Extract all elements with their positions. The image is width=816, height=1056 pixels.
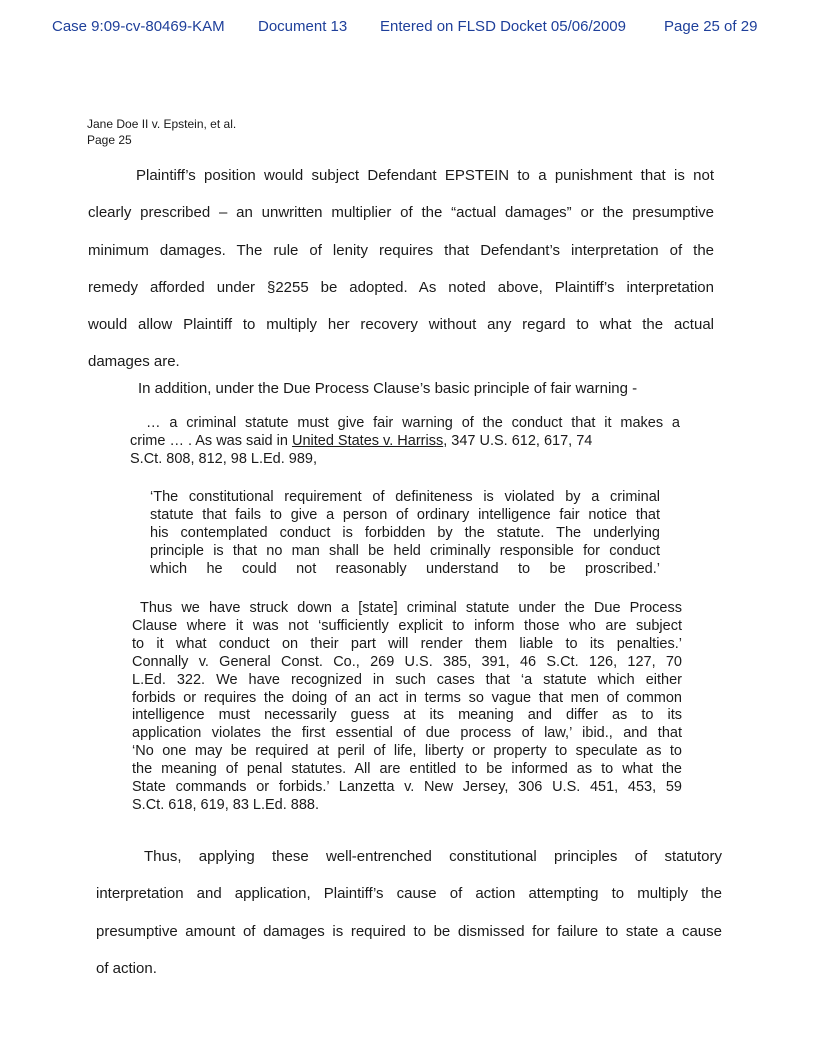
text-line: clearly prescribed – an unwritten multiplier of the “actual damages” or the presumptive: [88, 204, 714, 222]
paragraph-due-process: [138, 378, 698, 400]
text-line: In addition, under the Due Process Clause’s basic principle of fair warning -: [138, 380, 638, 397]
text-line: ‘No one may be required at peril of life, liberty or property to speculate as to: [132, 743, 682, 760]
block-quote-vagueness: [132, 600, 682, 815]
text-line: … a criminal statute must give fair warning of the conduct that it makes a: [146, 415, 680, 431]
text-line: would allow Plaintiff to multiply her recovery without any regard to what the actual: [88, 316, 714, 334]
docket-header-stamp: [0, 18, 816, 38]
docket-entry-date: Entered on FLSD Docket 05/06/2009: [380, 18, 626, 35]
text-line: Plaintiff’s position would subject Defendant EPSTEIN to a punishment that is not: [136, 167, 714, 184]
block-quote-fair-warning: [130, 414, 680, 468]
block-quote-definiteness: [150, 488, 660, 578]
text-line: [130, 432, 680, 450]
text-line: statute that fails to give a person of ordinary intelligence fair notice that: [150, 507, 660, 523]
text-line: State commands or forbids.’ Lanzetta v. New Jersey, 306 U.S. 451, 453, 59: [132, 779, 682, 796]
text-line: of action.: [96, 959, 157, 977]
text-line: presumptive amount of damages is required to be dismissed for failure to state a cause: [96, 922, 722, 940]
text-line: the meaning of penal statutes. All are entitled to be informed as to what the: [132, 761, 682, 778]
text-line: S.Ct. 808, 812, 98 L.Ed. 989,: [130, 451, 318, 467]
text-line: minimum damages. The rule of lenity requires that Defendant’s interpretation of the: [88, 241, 714, 259]
document-number: Document 13: [258, 18, 348, 35]
case-caption: [87, 116, 236, 148]
caption-title: Jane Doe II v. Epstein, et al.: [87, 117, 237, 131]
text-line: intelligence must necessarily guess at its meaning and differ as to its: [132, 707, 682, 724]
text-line: interpretation and application, Plaintiff’s cause of action attempting to multiply the: [96, 885, 722, 903]
case-number: Case 9:09-cv-80469-KAM: [52, 18, 225, 35]
text-line: Thus we have struck down a [state] criminal statute under the Due Process: [140, 600, 682, 616]
quote-text: , 347 U.S. 612, 617, 74: [443, 433, 593, 449]
text-line: principle is that no man shall be held criminally responsible for conduct: [150, 543, 660, 559]
text-line: application violates the first essential of due process of law,’ ibid., and that: [132, 725, 682, 742]
text-line: forbids or requires the doing of an act in terms so vague that men of common: [132, 689, 682, 706]
text-line: damages are.: [88, 353, 180, 371]
text-line: Thus, applying these well-entrenched constitutional principles of statutory: [144, 848, 722, 865]
text-line: his contemplated conduct is forbidden by the statute. The underlying: [150, 525, 660, 541]
paragraph-lenity: [88, 157, 714, 381]
quote-text: crime … . As was said in: [130, 433, 292, 449]
text-line: S.Ct. 618, 619, 83 L.Ed. 888.: [132, 796, 320, 813]
text-line: L.Ed. 322. We have recognized in such cases that ‘a statute which either: [132, 671, 682, 688]
text-line: to it what conduct on their part will render them liable to its penalties.’: [132, 635, 682, 652]
text-line: Connally v. General Const. Co., 269 U.S. 385, 391, 46 S.Ct. 126, 127, 70: [132, 653, 682, 670]
text-line: which he could not reasonably understand to be proscribed.’: [150, 561, 660, 577]
text-line: Clause where it was not ‘sufficiently explicit to inform those who are subject: [132, 617, 682, 634]
case-citation-link: United States v. Harriss: [291, 433, 444, 449]
page-indicator: Page 25 of 29: [664, 18, 758, 35]
caption-page: Page 25: [87, 133, 132, 147]
paragraph-conclusion: [96, 838, 722, 987]
text-line: ‘The constitutional requirement of definiteness is violated by a criminal: [150, 489, 660, 505]
text-line: remedy afforded under §2255 be adopted. As noted above, Plaintiff’s interpretation: [88, 278, 714, 296]
